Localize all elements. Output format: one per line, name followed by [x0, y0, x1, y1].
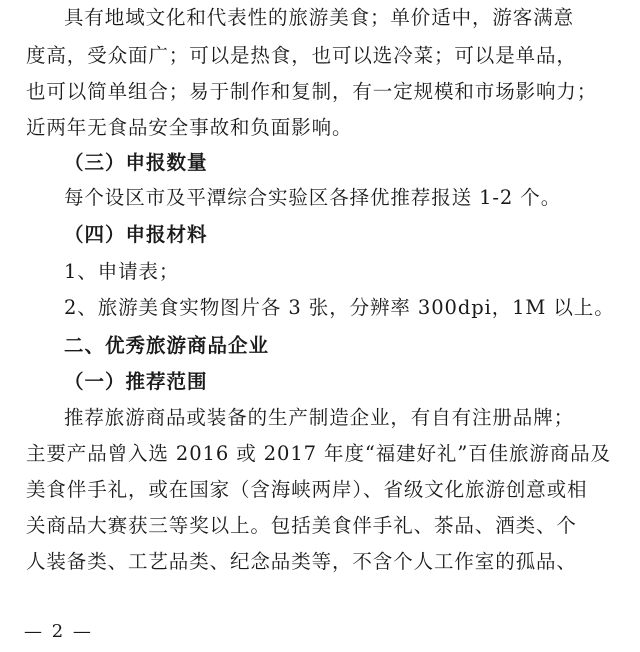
paragraph-1-line-3: 也可以简单组合；易于制作和复制，有一定规模和市场影响力；: [26, 80, 598, 103]
paragraph-2-line-2: 主要产品曾入选 2016 或 2017 年度“福建好礼”百佳旅游商品及: [26, 442, 611, 465]
paragraph-2-line-1: 推荐旅游商品或装备的生产制造企业，有自有注册品牌；: [64, 406, 575, 429]
part-2-sub-heading: （一）推荐范围: [64, 370, 208, 393]
paragraph-1-line-4: 近两年无食品安全事故和负面影响。: [26, 116, 353, 139]
part-2-heading: 二、优秀旅游商品企业: [64, 334, 270, 357]
section-4-heading: （四）申报材料: [64, 223, 208, 246]
paragraph-2-line-4: 关商品大赛获三等奖以上。包括美食伴手礼、茶品、酒类、个: [26, 514, 577, 537]
paragraph-1-line-1: 具有地域文化和代表性的旅游美食；单价适中，游客满意: [64, 6, 575, 29]
page-number: — 2 —: [24, 621, 93, 642]
section-3-text: 每个设区市及平潭综合实验区各择优推荐报送 1-2 个。: [64, 186, 562, 209]
material-item-2: 2、旅游美食实物图片各 3 张，分辨率 300dpi，1M 以上。: [64, 296, 615, 319]
paragraph-2-line-3: 美食伴手礼，或在国家（含海峡两岸）、省级文化旅游创意或相: [26, 478, 588, 501]
section-3-heading: （三）申报数量: [64, 151, 208, 174]
paragraph-1-line-2: 度高，受众面广；可以是热食，也可以选冷菜；可以是单品，: [26, 44, 577, 67]
material-item-1: 1、申请表；: [64, 260, 180, 283]
paragraph-2-line-5: 人装备类、工艺品类、纪念品类等，不含个人工作室的孤品、: [26, 550, 577, 573]
